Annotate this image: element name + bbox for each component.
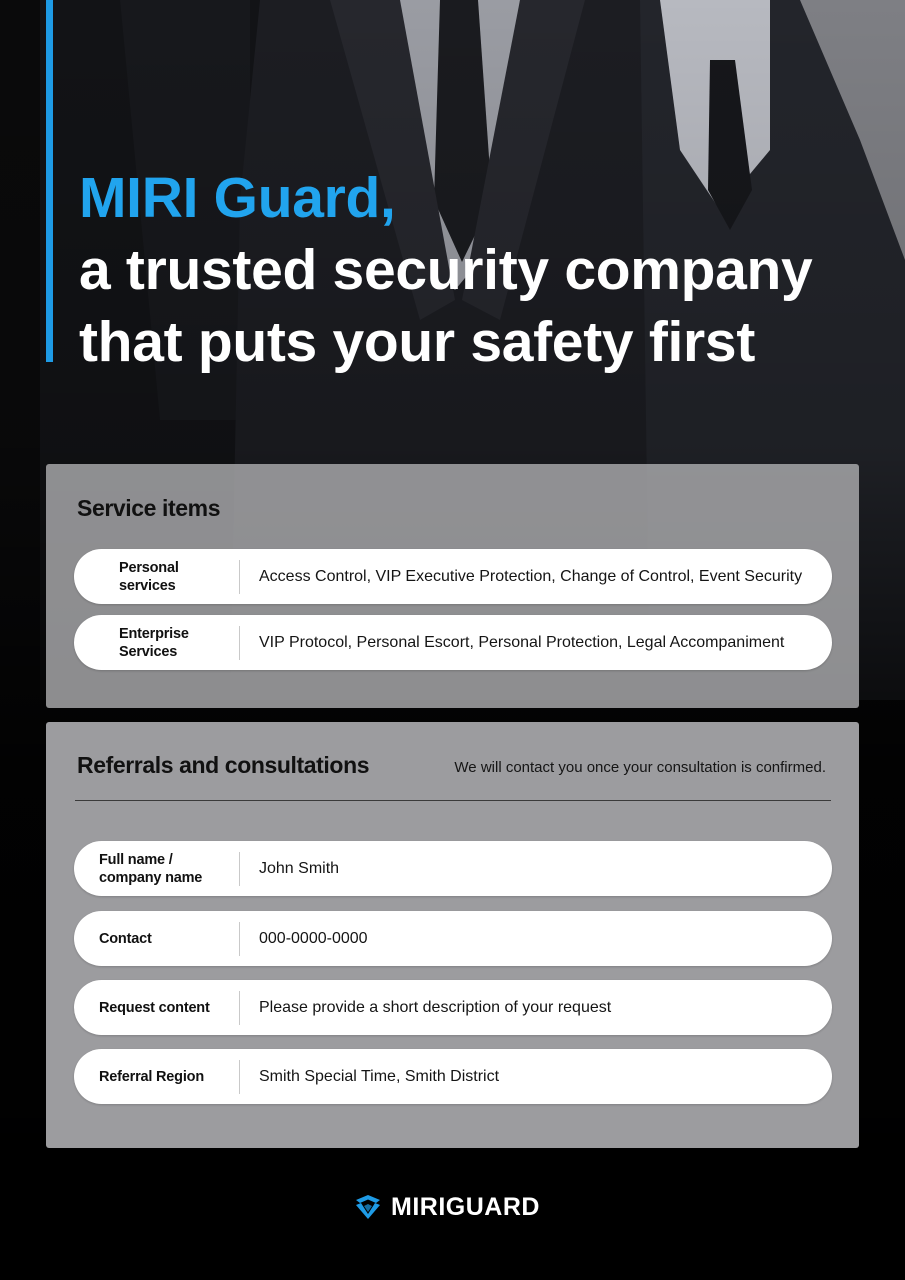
hero-brand-line: MIRI Guard, [79,166,396,230]
row-divider [239,922,240,956]
service-row-label: Personal services [119,559,179,594]
service-row-label: Enterprise Services [119,625,189,660]
field-request-content[interactable] [74,980,832,1035]
logo-wordmark: MIRIGUARD [391,1192,540,1221]
field-label: Full name / company name [99,851,203,886]
referrals-heading: Referrals and consultations [77,752,370,778]
service-row-value: VIP Protocol, Personal Escort, Personal Protection, Legal Accompaniment [259,633,785,651]
field-label: Request content [99,999,210,1016]
row-divider [239,626,240,660]
heading-divider [75,800,831,801]
miriguard-logo-icon [354,1194,382,1220]
field-label: Contact [99,930,152,947]
hero-title [79,162,812,378]
field-contact[interactable] [74,911,832,966]
service-row-value: Access Control, VIP Executive Protection, Change of Control, Event Security [259,567,803,585]
row-divider [239,852,240,886]
service-items-panel [46,464,859,708]
row-divider [239,991,240,1025]
consultation-notice: We will contact you once your consultation is confirmed. [454,759,826,776]
row-divider [239,1060,240,1094]
field-referral-region[interactable] [74,1049,832,1104]
request-content-input[interactable]: Please provide a short description of your request [259,998,612,1016]
referral-region-input[interactable]: Smith Special Time, Smith District [259,1067,500,1085]
service-row-enterprise [74,615,832,670]
hero-accent-bar [46,0,53,362]
field-full-name[interactable] [74,841,832,896]
full-name-input[interactable]: John Smith [259,859,340,877]
service-row-personal [74,549,832,604]
contact-input[interactable]: 000-0000-0000 [259,929,368,947]
field-label: Referral Region [99,1068,204,1085]
referrals-panel [46,722,859,1148]
hero-tagline-line-2: that puts your safety first [79,310,756,374]
row-divider [239,560,240,594]
miriguard-logo [354,1192,540,1222]
service-items-heading: Service items [77,495,221,521]
hero-tagline-line-1: a trusted security company [79,238,813,302]
